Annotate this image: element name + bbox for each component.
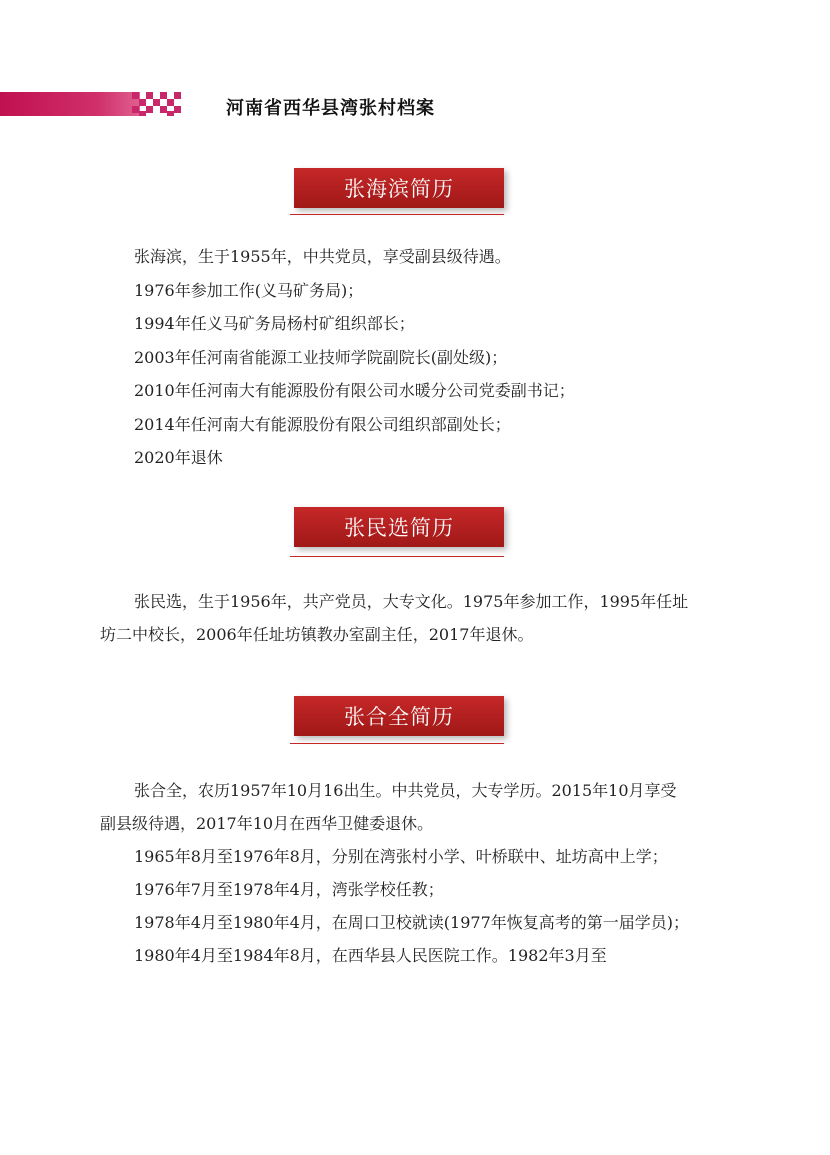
banner-underline — [290, 556, 504, 557]
paragraph: 张合全，农历1957年10月16出生。中共党员，大专学历。2015年10月享受副县级待遇，2017年10月在西华卫健委退休。 — [100, 781, 677, 833]
section-banner-zhang-hequan: 张合全简历 — [294, 696, 504, 736]
paragraph: 张民选，生于1956年，共产党员，大专文化。1975年参加工作，1995年任址坊二中校长，2006年任址坊镇教办室副主任，2017年退休。 — [100, 592, 689, 644]
header-pixel-decoration — [132, 92, 188, 118]
list-item: 2014年任河南大有能源股份有限公司组织部副处长； — [134, 414, 511, 434]
list-item: 2010年任河南大有能源股份有限公司水暖分公司党委副书记； — [134, 381, 575, 400]
resume-list-zhang-haibin — [134, 240, 575, 475]
banner-underline — [290, 743, 504, 744]
section-banner-zhang-haibin: 张海滨简历 — [294, 168, 504, 208]
list-item: 1994年任义马矿务局杨村矿组织部长； — [134, 314, 415, 333]
paragraph: 1980年4月至1984年8月，在西华县人民医院工作。1982年3月至 — [134, 946, 607, 965]
page-header-title: 河南省西华县湾张村档案 — [226, 98, 435, 119]
header-color-band — [0, 92, 140, 116]
paragraph: 1976年7月至1978年4月，湾张学校任教； — [134, 880, 444, 899]
list-item: 张海滨，生于1955年，中共党员，享受副县级待遇。 — [134, 247, 511, 266]
list-item: 1976年参加工作(义马矿务局)； — [134, 280, 364, 300]
paragraph: 1965年8月至1976年8月，分别在湾张村小学、叶桥联中、址坊高中上学； — [134, 847, 668, 866]
list-item: 2003年任河南省能源工业技师学院副院长(副处级)； — [134, 347, 508, 367]
resume-body-zhang-minxuan — [100, 585, 690, 651]
paragraph: 1978年4月至1980年4月，在周口卫校就读(1977年恢复高考的第一届学员)； — [134, 913, 690, 932]
banner-underline — [290, 214, 504, 215]
section-banner-zhang-minxuan: 张民选简历 — [294, 507, 504, 547]
list-item: 2020年退休 — [134, 448, 223, 467]
resume-body-zhang-hequan — [100, 774, 690, 972]
